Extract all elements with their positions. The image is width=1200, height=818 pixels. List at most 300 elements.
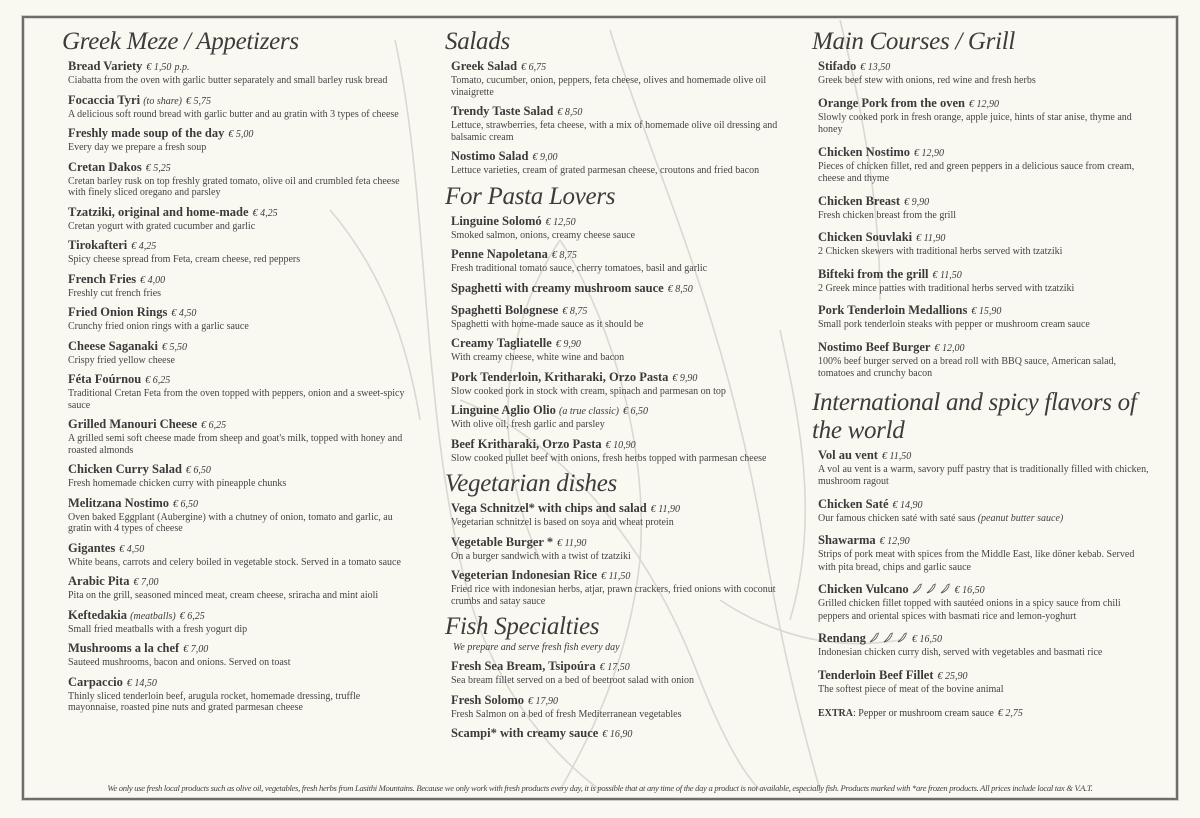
item-price: € 13,50 — [860, 62, 891, 73]
description-text: Pita on the grill, seasoned minced meat, cream cheese, sriracha and mint aioli — [68, 590, 379, 601]
item-description — [818, 210, 1152, 223]
item-name: Rendang — [818, 631, 866, 645]
description-text: A grilled semi soft cheese made from sheep and goat's milk, topped with honey and roasted almonds — [68, 433, 403, 456]
item-description — [818, 161, 1152, 186]
menu-item-fresh-solomo — [451, 693, 790, 721]
description-text: The softest piece of meat of the bovine animal — [818, 683, 1004, 695]
description-text: Spaghetti with home-made sauce as it should be — [451, 318, 644, 330]
item-name: Grilled Manouri Cheese — [68, 417, 198, 431]
menu-item-chicken-curry-salad — [68, 462, 412, 490]
item-description — [68, 254, 412, 266]
description-text: Traditional Cretan Feta from the oven topped with peppers, onion and a sweet-spicy sauce — [68, 388, 405, 411]
description-text: Crunchy fried onion rings with a garlic sauce — [68, 321, 249, 332]
menu-item-spaghetti-with-creamy-mushroom-sauce — [451, 281, 790, 297]
item-name: Orange Pork from the oven — [818, 95, 965, 110]
item-description — [451, 551, 790, 563]
item-description — [68, 221, 412, 233]
description-text: On a burger sandwich with a twist of tzatziki — [451, 550, 631, 562]
description-text: Grilled chicken fillet topped with sautéed onions in a spicy sauce from chili peppers and oriental spices with basmati rice and lemon-yoghurt — [818, 598, 1121, 622]
item-description — [451, 319, 790, 331]
item-name: Fresh Solomo — [451, 692, 525, 707]
item-name-line — [68, 205, 412, 221]
item-price: € 12,90 — [968, 98, 999, 110]
description-text: A delicious soft round bread with garlic butter and au gratin with 3 types of cheese — [68, 108, 399, 120]
description-text: Lettuce, strawberries, feta cheese, with a mix of homemade olive oil dressing and balsamic cream — [451, 120, 778, 143]
description-text: With creamy cheese, white wine and bacon — [451, 352, 625, 363]
item-name-line — [451, 214, 790, 230]
item-name-line — [68, 160, 412, 176]
menu-item-linguine-solomo — [451, 214, 790, 242]
item-name: Vegetable Burger * — [451, 534, 554, 549]
item-price: € 14,90 — [892, 499, 923, 511]
item-price: € 9,90 — [672, 372, 698, 384]
item-price: € 11,90 — [916, 233, 946, 244]
item-description — [818, 647, 1152, 660]
menu-item-vega-schnitzel-with-chips-and-salad — [451, 501, 790, 529]
price-suffix: p.p. — [174, 62, 190, 73]
item-description — [68, 388, 412, 411]
item-name-line — [818, 303, 1152, 319]
item-price: € 15,90 — [971, 306, 1002, 317]
item-name-line — [451, 336, 790, 352]
item-price: € 8,50 — [557, 107, 583, 118]
item-name: Bread Variety — [68, 59, 143, 73]
menu-item-cheese-saganaki — [68, 339, 412, 367]
item-description — [818, 513, 1152, 526]
menu-item-bifteki-from-the-grill — [818, 267, 1152, 296]
item-price: € 8,75 — [562, 305, 588, 317]
item-price: € 9,90 — [904, 196, 930, 208]
section-title-salads: Salads — [445, 28, 510, 55]
item-name-line — [68, 541, 412, 557]
item-price: € 17,50 — [599, 662, 630, 673]
item-name-line — [68, 339, 412, 355]
item-name: Pork Tenderloin Medallions — [818, 303, 968, 317]
menu-item-french-fries — [68, 272, 412, 300]
description-text: Cretan yogurt with grated cucumber and garlic — [68, 220, 256, 232]
menu-item-gigantes — [68, 541, 412, 569]
item-name: Greek Salad — [451, 59, 518, 73]
item-description — [818, 684, 1152, 697]
item-name-line — [68, 238, 412, 254]
description-text: Slow cooked pullet beef with onions, fresh herbs topped with parmesan cheese — [451, 452, 767, 464]
section-title-international-and-spicy-flavors-of-the-world: International and spicy flavors of the world — [812, 388, 1137, 444]
description-text: Every day we prepare a fresh soup — [68, 142, 207, 153]
item-description — [68, 590, 412, 602]
item-description — [68, 624, 412, 636]
item-name-line — [451, 303, 790, 319]
item-description — [451, 419, 790, 431]
item-price: € 25,90 — [937, 670, 968, 682]
item-name-line — [818, 194, 1152, 210]
menu-item-penne-napoletana — [451, 247, 790, 275]
item-note: (a true classic) — [559, 406, 620, 417]
item-description — [451, 517, 790, 529]
item-note: (meatballs) — [130, 610, 176, 622]
item-name: Linguine Solomó — [451, 213, 542, 228]
item-name-line — [451, 568, 790, 584]
item-name: Chicken Saté — [818, 496, 889, 511]
item-description — [68, 433, 412, 456]
description-text: Oven baked Eggplant (Aubergine) with a chutney of onion, tomato and garlic, au gratin with 4 types of cheese — [68, 511, 393, 534]
item-name: Carpaccio — [68, 674, 123, 689]
item-description — [68, 142, 412, 154]
menu-item-carpaccio — [68, 675, 412, 714]
item-price: € 14,50 — [126, 677, 157, 689]
item-price: € 4,25 — [131, 241, 157, 252]
description-text: Greek beef stew with onions, red wine and fresh herbs — [818, 75, 1036, 86]
item-price: € 4,25 — [252, 207, 278, 219]
item-name: Penne Napoletana — [451, 247, 548, 261]
item-price: € 4,00 — [140, 274, 166, 286]
item-price: € 17,90 — [528, 695, 559, 707]
item-name: Bifteki from the grill — [818, 266, 929, 281]
menu-item-chicken-souvlaki — [818, 230, 1152, 259]
item-description — [818, 319, 1152, 332]
menu-item-chicken-vulcano — [818, 582, 1152, 623]
item-description — [68, 512, 412, 535]
menu-item-rendang — [818, 631, 1152, 660]
item-name: Tenderloin Beef Fillet — [818, 667, 934, 682]
description-text: Small pork tenderloin steaks with pepper or mushroom cream sauce — [818, 319, 1090, 330]
menu-item-tenderloin-beef-fillet — [818, 668, 1152, 697]
description-text: Fresh chicken breast from the grill — [818, 209, 957, 221]
menu-item-feta-fournou — [68, 372, 412, 411]
menu-item-chicken-nostimo — [818, 145, 1152, 186]
description-text: White beans, carrots and celery boiled in vegetable stock. Served in a tomato sauce — [68, 556, 401, 568]
description-text: With olive oil, fresh garlic and parsley — [451, 419, 605, 430]
item-description — [818, 598, 1152, 623]
item-name: Fresh Sea Bream, Tsipoúra — [451, 659, 596, 673]
column-middle — [445, 28, 790, 748]
item-name-line — [451, 104, 790, 120]
description-text: Strips of pork meat with spices from the Middle East, like döner kebab. Served with pita bread, chips and garlic sauce — [818, 549, 1135, 573]
item-description — [68, 321, 412, 333]
item-name: Focaccia Tyri — [68, 92, 141, 107]
item-price: € 11,50 — [601, 571, 631, 582]
item-name-line — [68, 272, 412, 288]
chili-pepper-icon — [912, 583, 923, 594]
menu-item-scampi-with-creamy-sauce — [451, 726, 790, 742]
item-name: Pork Tenderloin, Kritharaki, Orzo Pasta — [451, 369, 669, 384]
item-description — [68, 355, 412, 367]
item-name-line — [68, 417, 412, 433]
menu-item-creamy-tagliatelle — [451, 336, 790, 364]
item-price: € 4,50 — [171, 308, 197, 319]
item-price: € 9,00 — [532, 152, 558, 163]
item-price: € 6,50 — [185, 465, 211, 476]
menu-item-bread-variety — [68, 59, 412, 87]
item-name: French Fries — [68, 271, 137, 286]
description-text: Slow cooked pork in stock with cream, spinach and parmesan on top — [451, 385, 726, 397]
item-name: Linguine Aglio Olio — [451, 403, 556, 417]
section-title-for-pasta-lovers: For Pasta Lovers — [445, 182, 616, 210]
item-name-line — [818, 96, 1152, 112]
description-text: Our famous chicken saté with saté saus — [818, 512, 976, 524]
item-description — [818, 283, 1152, 296]
menu-item-nostimo-beef-burger — [818, 340, 1152, 381]
description-text: Fried rice with indonesian herbs, atjar, prawn crackers, fried onions with coconut crumbs and satay sauce — [451, 584, 776, 607]
item-name-line — [68, 574, 412, 590]
menu-item-pork-tenderloin-medallions — [818, 303, 1152, 332]
item-price: € 6,50 — [173, 498, 199, 510]
item-name-line — [451, 403, 790, 419]
menu-item-trendy-taste-salad — [451, 104, 790, 143]
description-text: Spicy cheese spread from Feta, cream cheese, red peppers — [68, 254, 301, 265]
item-name-line — [68, 305, 412, 321]
menu-item-cretan-dakos — [68, 160, 412, 199]
menu-item-mushrooms-a-la-chef — [68, 641, 412, 669]
item-name-line — [818, 59, 1152, 75]
item-name-line — [451, 247, 790, 263]
footer-note: We only use fresh local products such as olive oil, vegetables, fresh herbs from Lasithi Mountains. Because we only work with fresh products every day, it is possible that at any time of the day a product is not available, especially fish. Products marked with *are frozen products. All prices include local tax & V.A.T. — [107, 783, 1093, 793]
menu-item-grilled-manouri-cheese — [68, 417, 412, 456]
item-price: € 6,25 — [201, 420, 227, 431]
item-name-line — [818, 631, 1152, 647]
section-subtitle: We prepare and serve fresh fish every day — [453, 642, 620, 653]
description-text: Thinly sliced tenderloin beef, arugula rocket, homemade dressing, truffle mayonnaise, roasted pine nuts and grated parmesan cheese — [68, 690, 361, 713]
section-title-fish-specialties: Fish Specialties — [445, 613, 600, 640]
menu-item-vegeterian-indonesian-rice — [451, 568, 790, 607]
chili-pepper-icon — [883, 632, 894, 643]
description-text: Fresh homemade chicken curry with pineapple chunks — [68, 478, 287, 489]
item-name: Melitzana Nostimo — [68, 495, 170, 510]
item-price: € 6,25 — [179, 610, 205, 622]
item-price: € 12,00 — [934, 342, 965, 354]
item-price: € 5,25 — [145, 162, 171, 174]
item-name: Chicken Breast — [818, 193, 901, 208]
description-text: Sauteed mushrooms, bacon and onions. Served on toast — [68, 657, 291, 668]
item-description — [818, 246, 1152, 259]
description-text: Small fried meatballs with a fresh yogurt dip — [68, 623, 248, 635]
item-description — [68, 557, 412, 569]
description-text: Slowly cooked pork in fresh orange, apple juice, hints of star anise, thyme and honey — [818, 111, 1132, 135]
menu-item-spaghetti-bolognese — [451, 303, 790, 331]
item-description — [818, 356, 1152, 381]
item-description — [68, 176, 412, 199]
item-price: € 16,50 — [954, 585, 985, 596]
item-name-line — [451, 149, 790, 165]
item-price: € 12,50 — [545, 216, 576, 228]
item-price: € 1,50 — [146, 62, 172, 73]
item-description — [451, 230, 790, 242]
menu-item-fried-onion-rings — [68, 305, 412, 333]
item-description — [818, 112, 1152, 137]
item-description — [68, 478, 412, 490]
item-name: Trendy Taste Salad — [451, 104, 554, 118]
description-note: (peanut butter sauce) — [977, 512, 1064, 524]
menu-item-focaccia-tyri — [68, 93, 412, 121]
description-text: Lettuce varieties, cream of grated parmesan cheese, croutons and fried bacon — [451, 165, 760, 176]
menu-item-tirokafteri — [68, 238, 412, 266]
menu-item-chicken-sate — [818, 497, 1152, 526]
description-text: Crispy fried yellow cheese — [68, 354, 175, 366]
item-name: Nostimo Salad — [451, 149, 529, 163]
extra-label: EXTRA — [818, 708, 854, 719]
item-name: Spaghetti Bolognese — [451, 302, 559, 317]
item-price: € 10,90 — [605, 439, 636, 451]
item-price: € 8,50 — [667, 283, 693, 295]
item-name: Chicken Souvlaki — [818, 230, 913, 244]
item-name-line — [818, 267, 1152, 283]
item-description — [451, 75, 790, 98]
item-name-line — [818, 497, 1152, 513]
menu-item-fresh-sea-bream-tsipoura — [451, 659, 790, 687]
item-name: Scampi* with creamy sauce — [451, 726, 599, 740]
item-name-line — [451, 659, 790, 675]
item-name-line — [68, 675, 412, 691]
item-description — [818, 549, 1152, 574]
item-name-line — [68, 126, 412, 142]
menu-item-beef-kritharaki-orzo-pasta — [451, 437, 790, 465]
description-text: Smoked salmon, onions, creamy cheese sauce — [451, 229, 636, 241]
chili-pepper-icon — [940, 583, 951, 594]
item-price: € 11,90 — [557, 537, 587, 549]
item-name: Shawarma — [818, 533, 876, 547]
extra-price: € 2,75 — [997, 708, 1023, 719]
item-price: € 7,00 — [183, 644, 209, 655]
menu-item-stifado — [818, 59, 1152, 88]
description-text: Vegetarian schnitzel is based on soya and wheat protein — [451, 517, 674, 528]
item-name: Vega Schnitzel* with chips and salad — [451, 501, 647, 515]
item-price: € 8,75 — [551, 250, 577, 261]
item-name: Spaghetti with creamy mushroom sauce — [451, 280, 664, 295]
item-name: Cheese Saganaki — [68, 338, 158, 353]
item-description — [451, 584, 790, 607]
item-description — [68, 75, 412, 87]
description-text: Cretan barley rusk on top freshly grated tomato, olive oil and crumbled feta cheese with finely sliced oregano and parsley — [68, 175, 400, 198]
item-name-line — [818, 145, 1152, 161]
item-price: € 4,50 — [119, 543, 145, 555]
description-text: 2 Chicken skewers with traditional herbs served with tzatziki — [818, 246, 1063, 257]
item-name: Tzatziki, original and home-made — [68, 204, 249, 219]
item-description — [451, 263, 790, 275]
item-name: Féta Foúrnou — [68, 372, 142, 386]
item-name: Cretan Dakos — [68, 159, 142, 174]
item-price: € 5,50 — [161, 341, 187, 353]
item-name-line — [451, 501, 790, 517]
item-description — [818, 75, 1152, 88]
item-name: Mushrooms a la chef — [68, 641, 180, 655]
menu-item-greek-salad — [451, 59, 790, 98]
item-name: Arabic Pita — [68, 574, 130, 588]
item-name-line — [818, 668, 1152, 684]
menu-item-tzatziki-original-and-home-made — [68, 205, 412, 233]
chili-pepper-icon — [897, 632, 908, 643]
item-name: Chicken Curry Salad — [68, 462, 182, 476]
chili-pepper-icon — [926, 583, 937, 594]
item-name: Vegeterian Indonesian Rice — [451, 568, 598, 582]
item-price: € 6,25 — [145, 375, 171, 386]
item-name-line — [451, 693, 790, 709]
item-name-line — [68, 608, 412, 624]
item-price: € 5,00 — [228, 129, 254, 140]
item-name-line — [451, 370, 790, 386]
item-price: € 16,50 — [911, 634, 942, 645]
description-text: 2 Greek mince patties with traditional herbs served with tzatziki — [818, 282, 1075, 294]
description-text: Ciabatta from the oven with garlic butter separately and small barley rusk bread — [68, 75, 388, 86]
item-price: € 9,90 — [555, 339, 581, 350]
item-description — [68, 288, 412, 300]
item-price: € 11,50 — [932, 269, 962, 281]
item-description — [451, 120, 790, 143]
section-title-main-courses-grill: Main Courses / Grill — [812, 28, 1016, 55]
description-text: Indonesian chicken curry dish, served with vegetables and basmati rice — [818, 647, 1103, 658]
item-name: Chicken Nostimo — [818, 144, 911, 159]
item-name: Chicken Vulcano — [818, 582, 909, 596]
item-name: Tirokafteri — [68, 238, 128, 252]
item-name-line — [818, 533, 1152, 549]
description-text: A vol au vent is a warm, savory puff pastry that is traditionally filled with chicken, mushroom ragout — [818, 463, 1149, 487]
item-price: € 12,90 — [914, 147, 945, 159]
menu-item-vol-au-vent — [818, 448, 1152, 489]
menu-item-keftedakia — [68, 608, 412, 636]
description-text: Freshly cut french fries — [68, 287, 162, 299]
item-name-line — [68, 372, 412, 388]
column-right — [812, 28, 1152, 719]
item-note: (to share) — [143, 95, 183, 107]
item-name-line — [68, 641, 412, 657]
item-price: € 6,75 — [521, 62, 547, 73]
chili-pepper-icon — [869, 632, 880, 643]
menu-item-chicken-breast — [818, 194, 1152, 223]
item-name-line — [68, 93, 412, 109]
item-description — [68, 691, 412, 714]
item-name-line — [451, 726, 790, 742]
item-name-line — [818, 582, 1152, 598]
item-name: Gigantes — [68, 540, 116, 555]
menu-item-shawarma — [818, 533, 1152, 574]
menu-item-orange-pork-from-the-oven — [818, 96, 1152, 137]
section-title-vegetarian-dishes: Vegetarian dishes — [445, 470, 617, 497]
menu-item-arabic-pita — [68, 574, 412, 602]
column-left — [62, 28, 412, 720]
item-price: € 16,90 — [602, 729, 633, 740]
item-description — [451, 453, 790, 465]
menu-item-vegetable-burger — [451, 535, 790, 563]
item-name: Keftedakia — [68, 607, 128, 622]
item-description — [451, 165, 790, 177]
item-name-line — [68, 496, 412, 512]
item-name-line — [68, 59, 412, 75]
item-name: Beef Kritharaki, Orzo Pasta — [451, 436, 602, 451]
item-description — [818, 464, 1152, 489]
item-description — [68, 657, 412, 669]
item-name-line — [451, 59, 790, 75]
description-text: Fresh Salmon on a bed of fresh Mediterranean vegetables — [451, 708, 682, 720]
item-name: Freshly made soup of the day — [68, 126, 225, 140]
extra-text: : Pepper or mushroom cream sauce — [853, 708, 994, 719]
item-price: € 12,90 — [879, 536, 910, 547]
extra-sauce-note — [818, 708, 1152, 719]
menu-item-pork-tenderloin-kritharaki-orzo-pasta — [451, 370, 790, 398]
item-price: € 5,75 — [186, 95, 212, 107]
description-text: 100% beef burger served on a bread roll with BBQ sauce, American salad, tomatoes and crunchy bacon — [818, 355, 1117, 379]
section-title-greek-meze-appetizers: Greek Meze / Appetizers — [62, 28, 299, 55]
description-text: Pieces of chicken fillet, red and green peppers in a delicious sauce from cream, cheese and thyme — [818, 160, 1135, 184]
menu-item-linguine-aglio-olio — [451, 403, 790, 431]
item-name: Nostimo Beef Burger — [818, 339, 931, 354]
item-name: Vol au vent — [818, 447, 878, 462]
item-name-line — [451, 281, 790, 297]
menu-item-freshly-made-soup-of-the-day — [68, 126, 412, 154]
description-text: Fresh traditional tomato sauce, cherry tomatoes, basil and garlic — [451, 263, 708, 274]
item-description — [451, 675, 790, 687]
item-name-line — [451, 437, 790, 453]
item-price: € 7,00 — [133, 577, 159, 588]
item-description — [451, 386, 790, 398]
item-name: Fried Onion Rings — [68, 305, 168, 319]
